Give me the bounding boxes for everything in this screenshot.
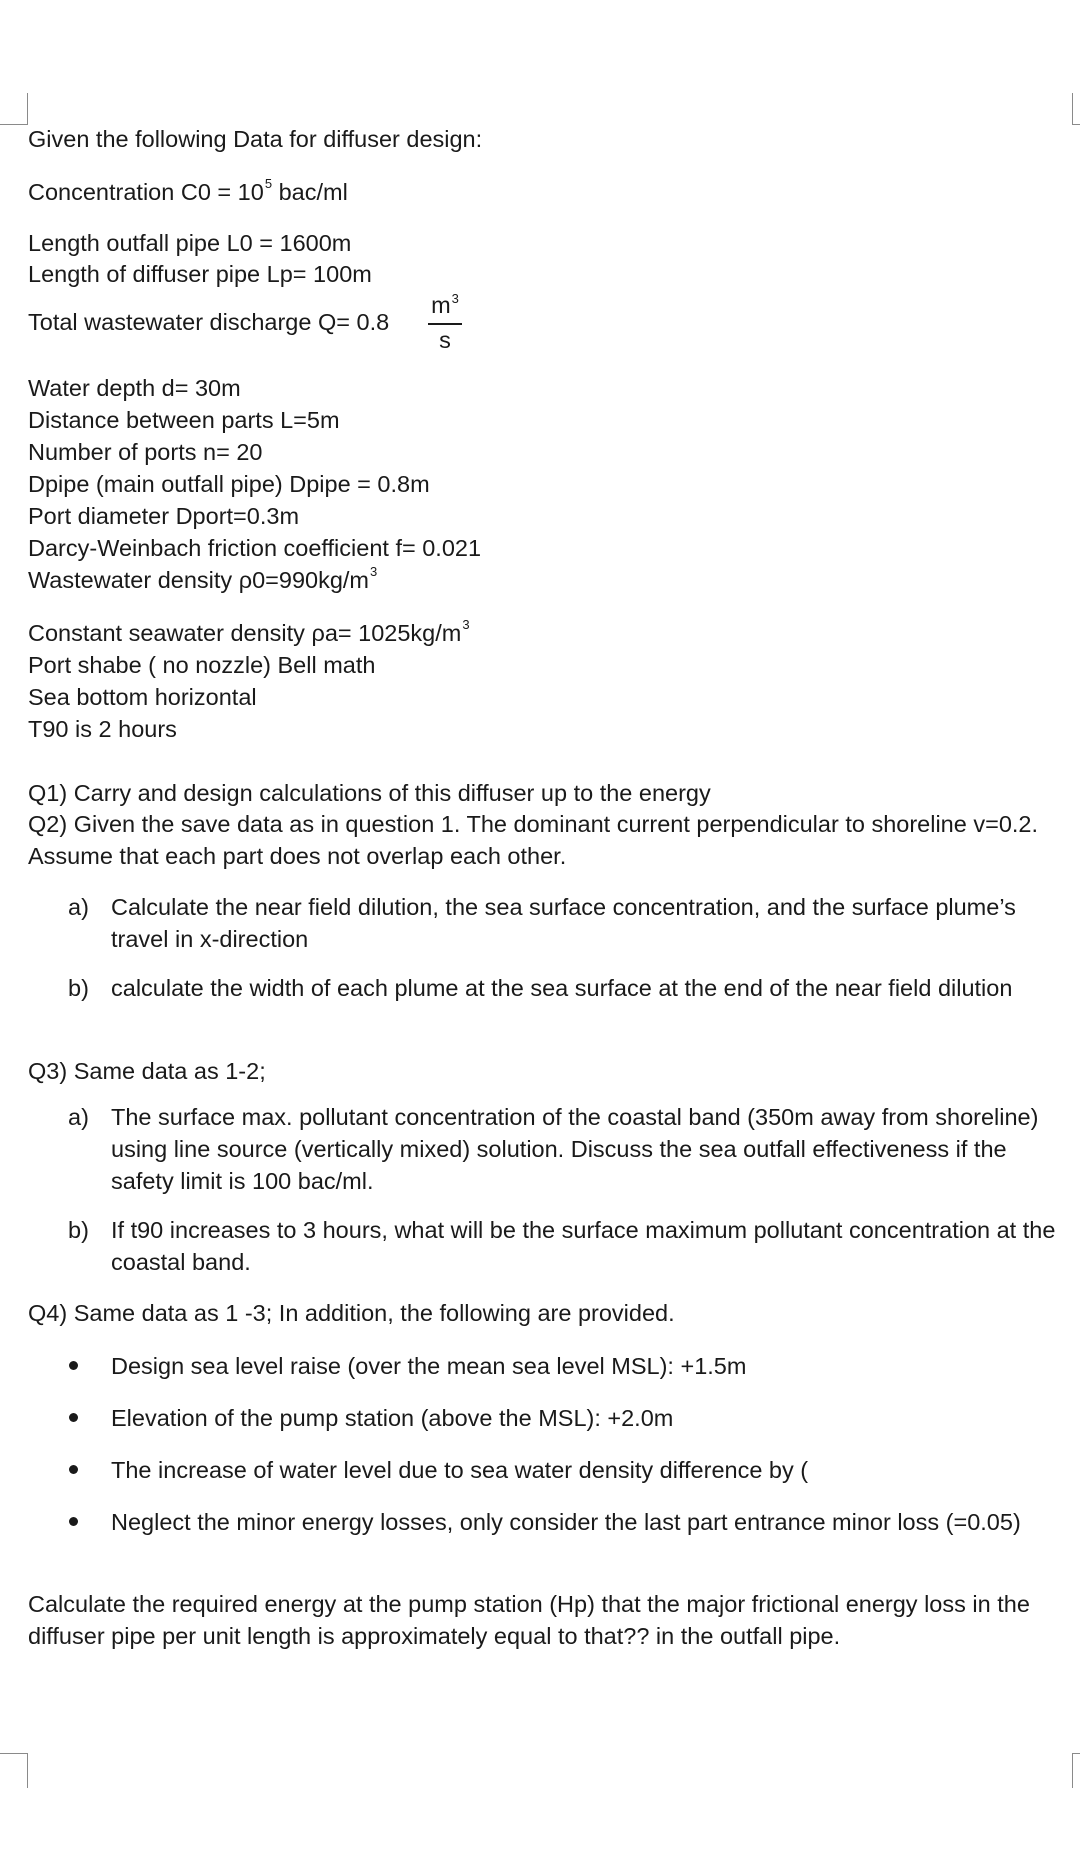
q2-item-a-label: a)	[68, 894, 89, 920]
bullet-icon	[69, 1517, 78, 1526]
port-diameter-line: Port diameter Dport=0.3m	[28, 503, 300, 529]
q2-item-a-text: Calculate the near field dilution, the sea surface concentration, and the surface plume’s travel in x-direction	[111, 894, 1016, 952]
dpipe-line: Dpipe (main outfall pipe) Dpipe = 0.8m	[28, 471, 430, 497]
q2-item-b-text: calculate the width of each plume at the sea surface at the end of the near field dilution	[111, 975, 1013, 1001]
q3-item-a-text: The surface max. pollutant concentration of the coastal band (350m away from shoreline) using line source (vertically mixed) solution. Discuss the sea outfall effectiveness if the safety limit is 100 bac/ml.	[111, 1104, 1039, 1194]
margin-corner-top-right	[1072, 93, 1080, 125]
number-ports-line: Number of ports n= 20	[28, 439, 263, 465]
sea-bottom-line: Sea bottom horizontal	[28, 684, 257, 710]
wastewater-density-line: Wastewater density $\rho 0=990kg/m^3$	[28, 564, 378, 593]
bullet-icon	[69, 1465, 78, 1474]
q3-item-b-text: If t90 increases to 3 hours, what will be the surface maximum pollutant concentration at the coastal band.	[111, 1217, 1056, 1275]
water-depth-line: Water depth d= 30m	[28, 375, 241, 401]
fraction-bar	[428, 323, 462, 325]
length-diffuser-line: Length of diffuser pipe Lp= 100m	[28, 261, 372, 287]
q3-text: Q3) Same data as 1-2;	[28, 1058, 266, 1084]
fraction-denominator: s	[439, 326, 451, 353]
friction-line: Darcy-Weinbach friction coefficient f= 0.021	[28, 535, 482, 561]
q3-item-a-label: a)	[68, 1104, 89, 1130]
discharge-unit-fraction	[428, 292, 462, 353]
t90-line: T90 is 2 hours	[28, 716, 177, 742]
bullet-icon	[69, 1361, 78, 1370]
fraction-numerator: $m^3$	[431, 291, 459, 318]
distance-ports-line: Distance between parts L=5m	[28, 407, 340, 433]
final-question-text: Calculate the required energy at the pump station (Hp) that the major frictional energy loss in the diffuser pipe per unit length is approximately equal to that?? in the outfall pipe.	[28, 1591, 1030, 1649]
q4-text: Q4) Same data as 1 -3; In addition, the following are provided.	[28, 1300, 675, 1326]
length-outfall-line: Length outfall pipe L0 = 1600m	[28, 230, 352, 256]
bullet-icon	[69, 1413, 78, 1422]
intro-line: Given the following Data for diffuser design:	[28, 126, 483, 152]
margin-corner-bottom-left	[0, 1753, 28, 1788]
q4-bullet-4: Neglect the minor energy losses, only consider the last part entrance minor loss (=0.05)	[111, 1509, 1021, 1535]
discharge-line: Total wastewater discharge Q= 0.8	[28, 309, 390, 335]
q3-item-b-label: b)	[68, 1217, 89, 1243]
q2-item-b-label: b)	[68, 975, 89, 1001]
q4-bullet-3: The increase of water level due to sea water density difference by (	[111, 1457, 809, 1483]
seawater-density-line: Constant seawater density $\rho a= 1025kg/m^3$	[28, 617, 470, 646]
margin-corner-bottom-right	[1072, 1753, 1080, 1788]
concentration-line: Concentration $C0 = 10^5$ bac/ml	[28, 176, 348, 205]
q4-bullet-1: Design sea level raise (over the mean sea level MSL): +1.5m	[111, 1353, 747, 1379]
q2-text: Q2) Given the save data as in question 1. The dominant current perpendicular to shoreline v=0.2. Assume that each part does not overlap each other.	[28, 811, 1039, 869]
q4-bullet-2: Elevation of the pump station (above the MSL): +2.0m	[111, 1405, 674, 1431]
margin-corner-top-left	[0, 93, 28, 125]
port-shape-line: Port shabe ( no nozzle) Bell math	[28, 652, 376, 678]
q1-text: Q1) Carry and design calculations of this diffuser up to the energy	[28, 780, 711, 806]
exponent: 5	[264, 176, 273, 191]
